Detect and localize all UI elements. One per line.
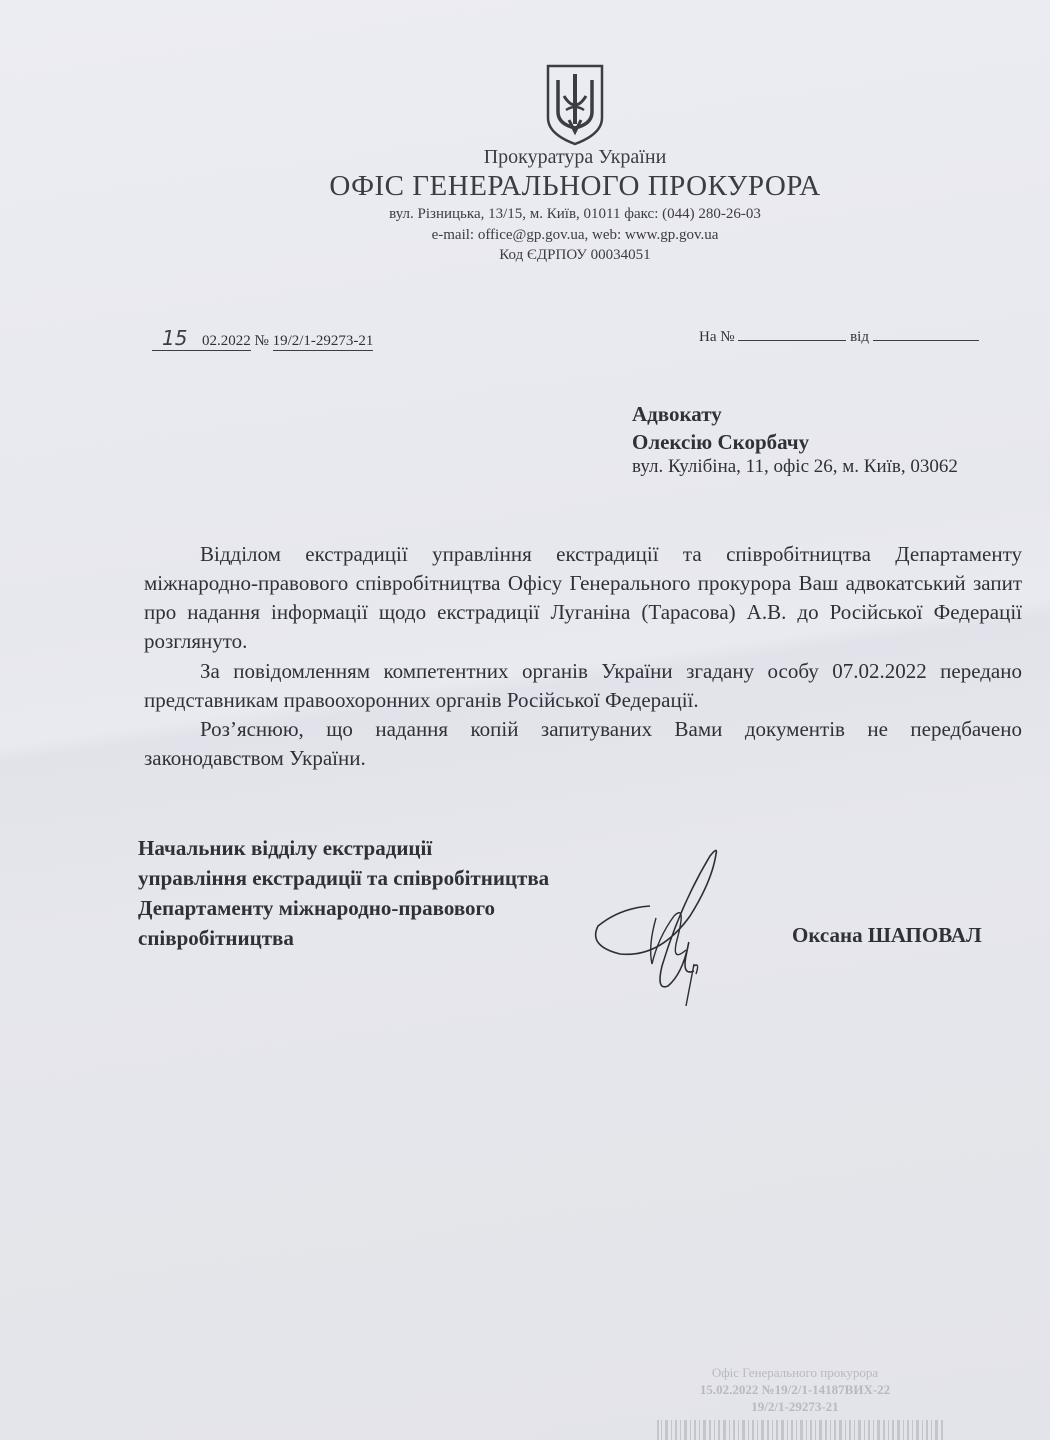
org-address: вул. Різницька, 13/15, м. Київ, 01011 факс: (044) 280-26-03 [389, 206, 761, 222]
handwritten-signature-icon [590, 846, 730, 1016]
recipient-name: Олексію Скорбачу [632, 430, 810, 454]
body-paragraph-2: За повідомленням компетентних органів України згадану особу 07.02.2022 передано представникам правоохоронних органів Російської Федерації. [144, 659, 1022, 712]
org-parent-name: Прокуратура України [483, 146, 667, 168]
trident-emblem-icon [544, 62, 606, 146]
number-sign: № [254, 333, 269, 349]
outgoing-reference [152, 326, 373, 351]
recipient-address: вул. Кулібіна, 11, офіс 26, м. Київ, 03062 [632, 456, 958, 477]
position-line-1: Начальник відділу екстрадиції [138, 836, 433, 860]
position-line-4: співробітництва [138, 926, 294, 950]
body-paragraph-3: Роз’яснюю, що надання копій запитуваних Вами документів не передбачено законодавством України. [144, 717, 1022, 770]
stamp-line-1: Офіс Генерального прокурора [711, 1365, 879, 1380]
body-paragraph-3-wrap [144, 715, 1022, 773]
registration-stamp [660, 1364, 930, 1415]
barcode-icon [655, 1418, 945, 1440]
from-label: від [850, 329, 869, 345]
org-contacts: e-mail: office@gp.gov.ua, web: www.gp.gov.ua [431, 227, 719, 243]
handwritten-day: 15 [152, 326, 202, 351]
on-number-blank [738, 326, 846, 341]
position-line-3: Департаменту міжнародно-правового [138, 896, 496, 920]
stamp-line-2: 15.02.2022 №19/2/1-14187ВИХ-22 [699, 1382, 891, 1397]
incoming-reference [699, 326, 979, 346]
org-name: ОФІС ГЕНЕРАЛЬНОГО ПРОКУРОРА [329, 170, 821, 202]
signatory-name: Оксана ШАПОВАЛ [792, 923, 982, 947]
position-line-2: управління екстрадиції та співробітництва [138, 866, 550, 890]
stamp-line-3: 19/2/1-29273-21 [751, 1399, 839, 1414]
on-number-label: На № [699, 329, 735, 345]
body-paragraph-2-wrap [144, 657, 1022, 715]
org-edrpou: Код ЄДРПОУ 00034051 [499, 247, 651, 263]
from-date-blank [873, 326, 979, 341]
outgoing-number: 19/2/1-29273-21 [272, 333, 374, 349]
outgoing-date: 02.2022 [202, 333, 251, 349]
recipient-title: Адвокату [632, 402, 722, 426]
body-paragraph-1: Відділом екстрадиції управління екстрадиції та співробітництва Департаменту міжнародно-правового співробітництва Офісу Генерального прокурора Ваш адвокатський запит про надання інформації щодо екстрадиції Луганіна (Тарасова) А.В. до Російської Федерації розглянуто. [144, 542, 1022, 653]
letter-body [144, 540, 1022, 656]
